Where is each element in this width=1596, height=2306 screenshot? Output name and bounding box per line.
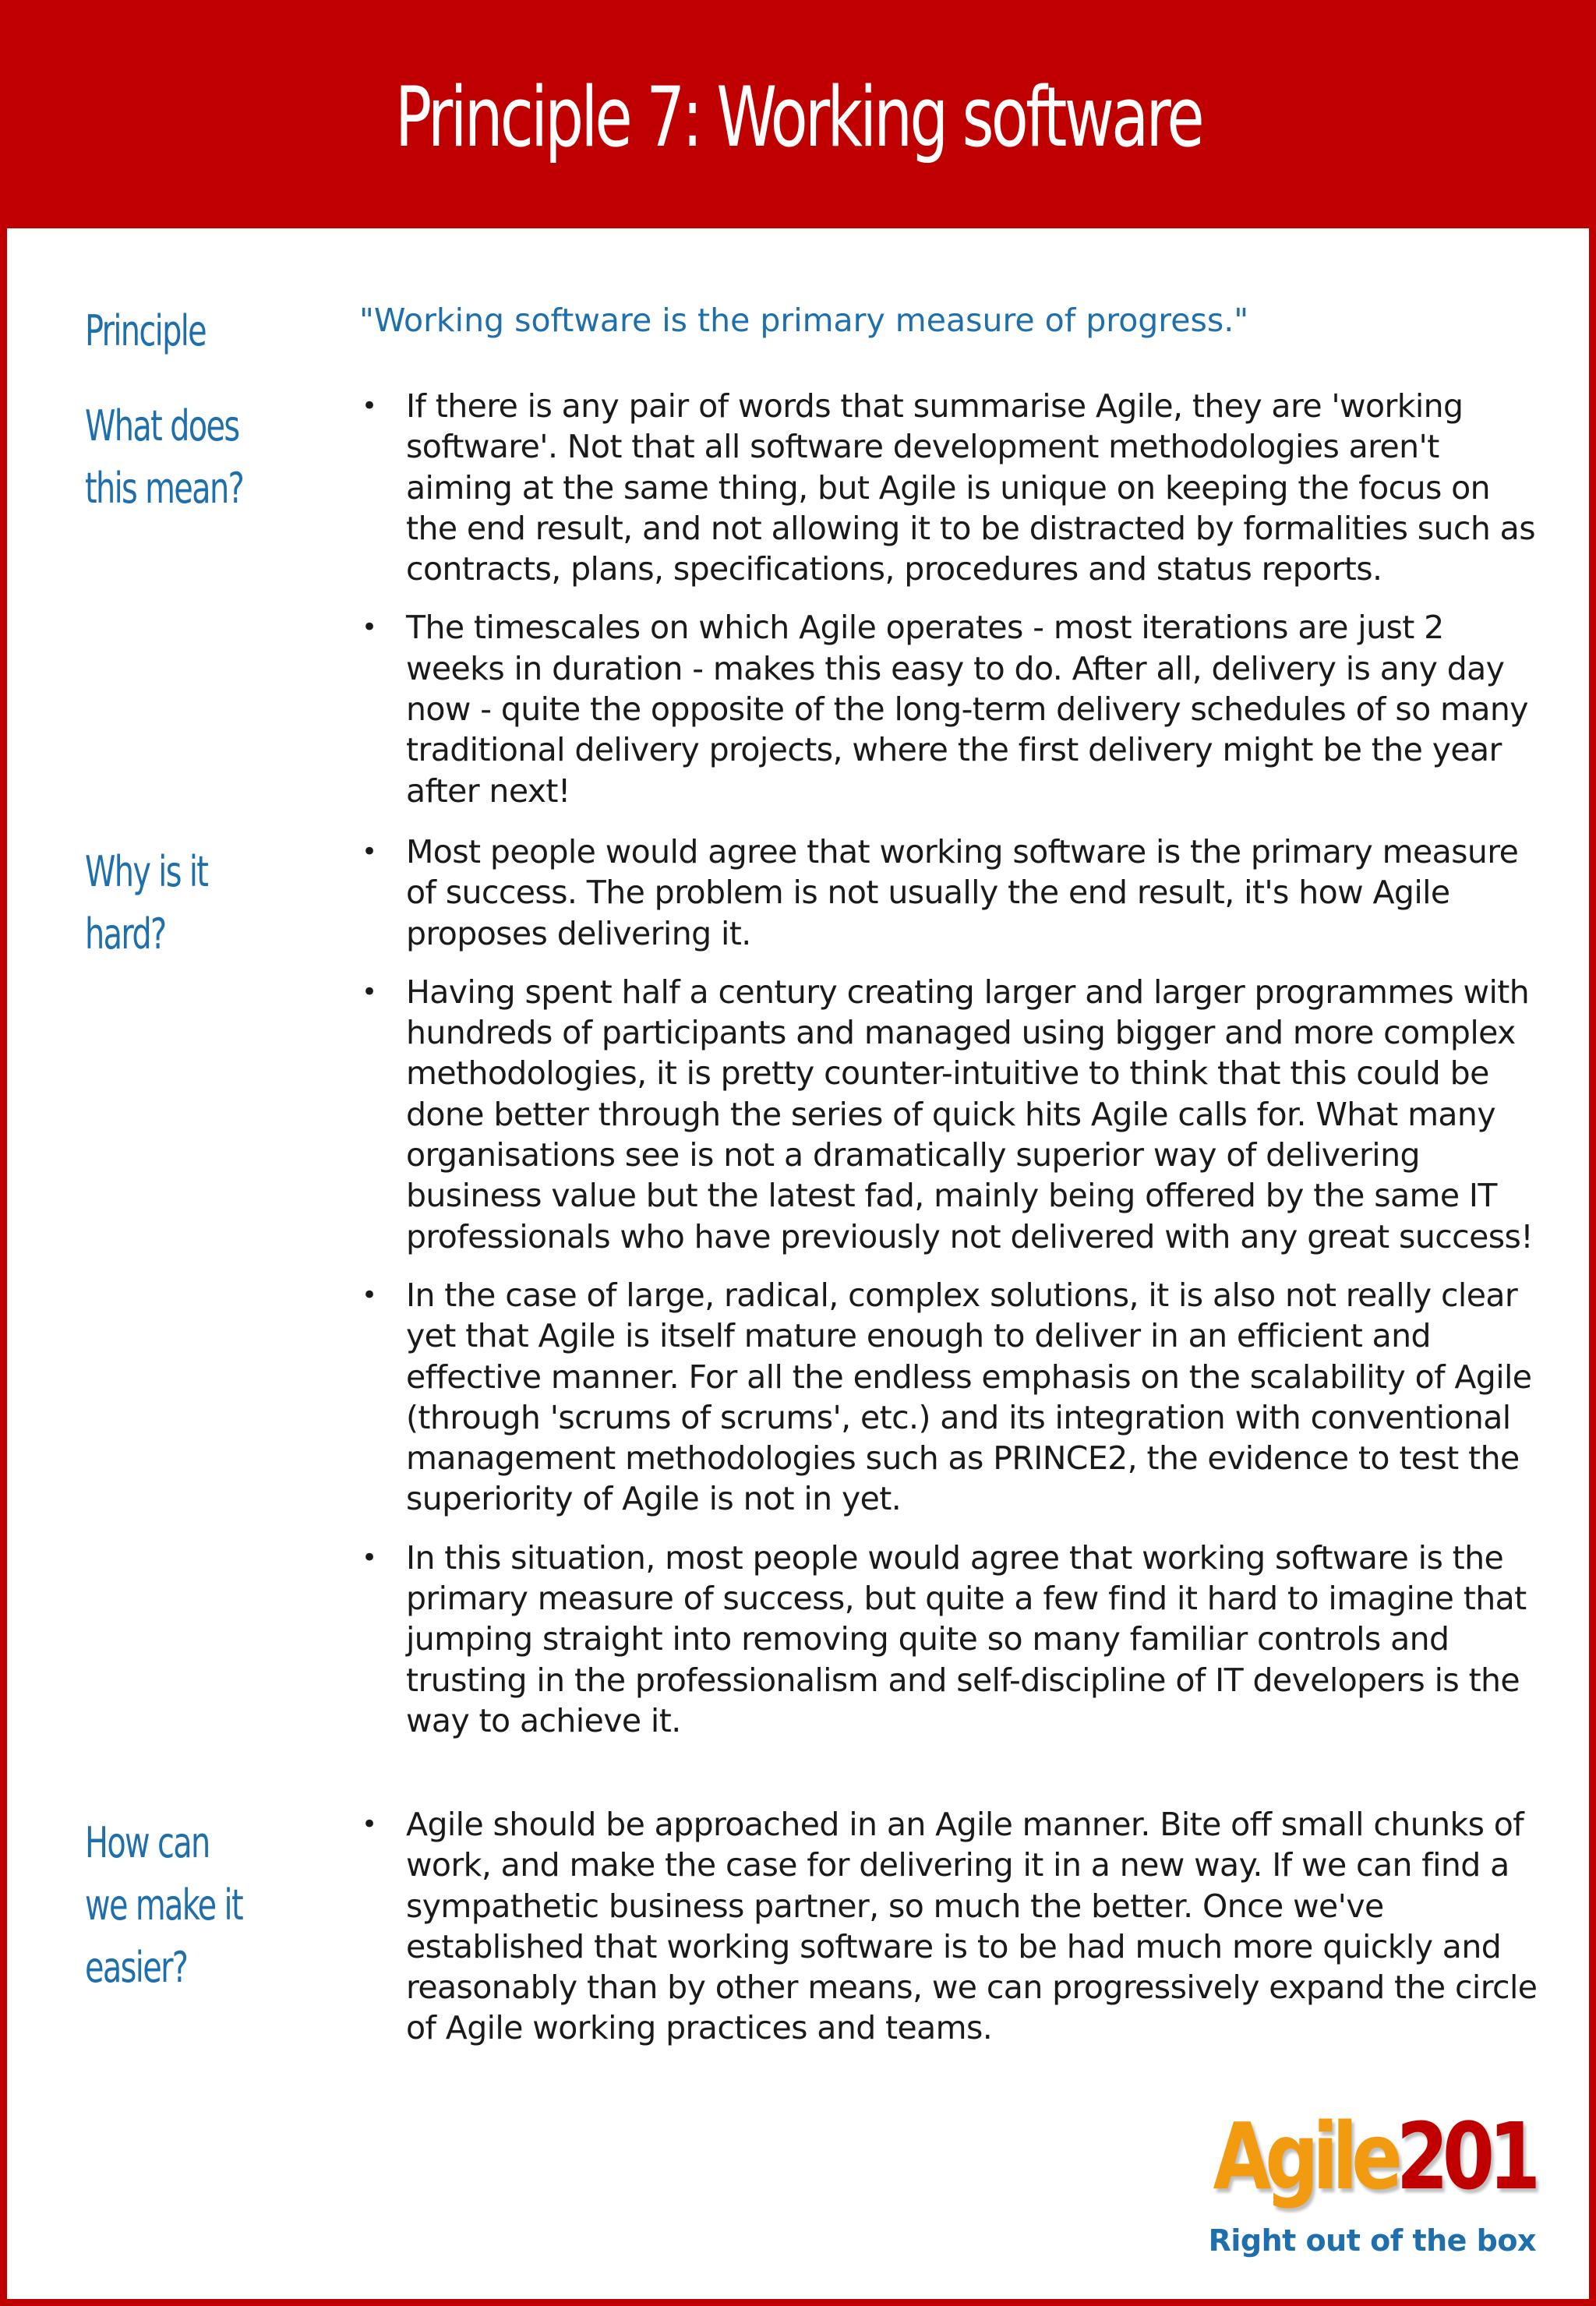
list-item (359, 832, 1544, 954)
bullet-icon: • (362, 612, 377, 644)
why-hard-bullet-3: In the case of large, radical, complex solutions, it is also not really clear yet that Agile is itself mature enough to deliver in an efficient and effective manner. For all the endless emphasis on the scalability of Agile (through 'scrums of scrums', etc.) and its integration with conventional management methodologies such as PRINCE2, the evidence to test the superiority of Agile is not in yet. (406, 1276, 1532, 1518)
list-item (359, 1275, 1544, 1520)
why-hard-list (359, 832, 1544, 1759)
logo-wordmark (1213, 2103, 1534, 2210)
bullet-icon: • (362, 390, 377, 422)
logo-word-number: 201 (1396, 2103, 1534, 2210)
easier-list (359, 1804, 1544, 2067)
list-item (359, 972, 1544, 1257)
label-principle: Principle (85, 306, 207, 355)
why-hard-bullet-1: Most people would agree that working software is the primary measure of success. The problem is not usually the end result, it's how Agile proposes delivering it. (406, 833, 1519, 952)
meaning-list (359, 386, 1544, 829)
list-item (359, 1538, 1544, 1741)
bullet-icon: • (362, 1809, 377, 1840)
header-banner (7, 7, 1589, 228)
why-hard-bullet-4: In this situation, most people would agree that working software is the primary measure of success, but quite a few find it hard to imagine that jumping straight into removing quite so many familiar controls and trusting in the professionalism and self-discipline of IT developers is the way to achieve it. (406, 1538, 1527, 1739)
list-item (359, 607, 1544, 810)
bullet-icon: • (362, 976, 377, 1008)
bullet-icon: • (362, 1541, 377, 1573)
agile201-logo (1208, 2103, 1536, 2258)
list-item (359, 1804, 1544, 2049)
label-what-does-this-mean: What does this mean? (85, 401, 244, 513)
list-item (359, 386, 1544, 589)
bullet-icon: • (362, 836, 377, 867)
logo-tagline: Right out of the box (1208, 2223, 1536, 2258)
logo-word-agile: Agile (1213, 2103, 1396, 2210)
easier-bullet-1: Agile should be approached in an Agile manner. Bite off small chunks of work, and make the case for delivering it in a new way. If we can find a sympathetic business partner, so much the better. Once we've established that working software is to be had much more quickly and reasonably than by other means, we can progressively expand the circle of Agile working practices and teams. (406, 1806, 1538, 2047)
label-why-is-it-hard: Why is it hard? (85, 847, 208, 959)
page-title: Principle 7: Working software (394, 69, 1202, 165)
bullet-icon: • (362, 1279, 377, 1311)
meaning-bullet-1: If there is any pair of words that summarise Agile, they are 'working software'. Not that all software development methodologies aren't aiming at the same thing, but Agile is unique on keeping the focus on the end result, and not allowing it to be distracted by formalities such as contracts, plans, specifications, procedures and status reports. (406, 387, 1535, 588)
label-how-can-we-make-it-easier: How can we make it easier? (85, 1818, 242, 1992)
principle-quote: "Working software is the primary measure of progress." (359, 302, 1249, 339)
meaning-bullet-2: The timescales on which Agile operates - most iterations are just 2 weeks in duration - makes this easy to do. After all, delivery is any day now - quite the opposite of the long-term delivery schedules of so many traditional delivery projects, where the first delivery might be the year after next! (406, 609, 1528, 810)
why-hard-bullet-2: Having spent half a century creating larger and larger programmes with hundreds of participants and managed using bigger and more complex methodologies, it is pretty counter-intuitive to think that this could be done better through the series of quick hits Agile calls for. What many organisations see is not a dramatically superior way of delivering business value but the latest fad, mainly being offered by the same IT professionals who have previously not delivered with any great success! (406, 973, 1534, 1255)
